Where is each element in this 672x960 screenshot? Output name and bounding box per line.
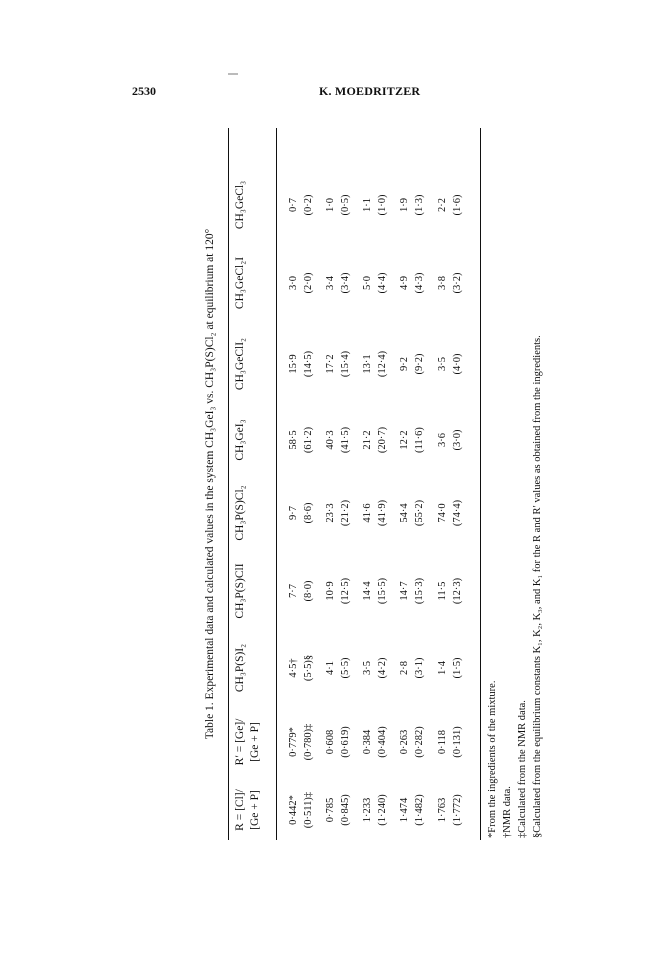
experimental-value: 2·8 — [399, 661, 410, 675]
calculated-value: (55·2) — [414, 499, 425, 527]
table-cell — [360, 770, 390, 850]
experimental-value: 4·5† — [288, 658, 299, 678]
experimental-value: 12·2 — [399, 430, 410, 450]
column-header — [233, 623, 248, 713]
calculated-value: (41·9) — [377, 499, 388, 527]
table-cell — [323, 473, 353, 553]
calculated-value: (41·5) — [340, 426, 351, 454]
experimental-value: 3·8 — [437, 276, 448, 290]
calculated-value: (2·0) — [303, 272, 314, 294]
table-cell — [360, 628, 390, 708]
table-cell — [286, 551, 316, 631]
calculated-value: (4·4) — [377, 272, 388, 294]
footnote: *From the ingredients of the mixture. — [487, 680, 498, 838]
calculated-value: (0·845) — [340, 794, 351, 826]
calculated-value: (0·131) — [452, 726, 463, 758]
calculated-value: (12·3) — [452, 577, 463, 605]
table-cell — [435, 400, 465, 480]
column-header-line: CH₃P(S)Cl₂ — [234, 485, 246, 541]
table-cell — [286, 165, 316, 245]
table-footnotes — [485, 138, 545, 838]
experimental-value: 9·2 — [399, 357, 410, 371]
table-cell — [397, 770, 427, 850]
table-cell — [360, 324, 390, 404]
experimental-value: 0·384 — [362, 729, 373, 755]
table-cell — [323, 243, 353, 323]
calculated-value: (0·282) — [414, 726, 425, 758]
table-cell — [360, 165, 390, 245]
table-cell — [323, 400, 353, 480]
table-cell — [397, 551, 427, 631]
table-top-rule — [228, 128, 229, 840]
experimental-value: 1·474 — [399, 797, 410, 823]
column-header-line: CH₃GeCl₃ — [234, 180, 246, 230]
running-head — [0, 84, 672, 104]
column-header-line: CH₃P(S)ClI — [234, 563, 246, 619]
table-cell — [286, 243, 316, 323]
table-header-rule — [276, 128, 277, 840]
experimental-value: 1·763 — [437, 797, 448, 823]
experimental-value: 1·1 — [362, 198, 373, 212]
experimental-value: 0·442* — [288, 795, 299, 825]
column-header-line: R = [Cl]/ — [234, 789, 246, 831]
experimental-value: 0·7 — [288, 198, 299, 212]
experimental-value: 4·1 — [325, 661, 336, 675]
table-cell — [323, 702, 353, 782]
column-header-line: CH₃GeI₃ — [234, 419, 246, 461]
experimental-value: 17·2 — [325, 354, 336, 374]
experimental-value: 54·4 — [399, 503, 410, 523]
calculated-value: (15·4) — [340, 350, 351, 378]
experimental-value: 2·2 — [437, 198, 448, 212]
column-header-line: CH₃GeClI₂ — [234, 337, 246, 391]
table-cell — [397, 628, 427, 708]
table-cell — [323, 551, 353, 631]
table-cell — [286, 473, 316, 553]
experimental-value: 3·6 — [437, 433, 448, 447]
table-cell — [360, 551, 390, 631]
column-header — [233, 319, 248, 409]
table-cell — [286, 324, 316, 404]
calculated-value: (3·2) — [452, 272, 463, 294]
calculated-value: (1·5) — [452, 657, 463, 679]
experimental-value: 0·779* — [288, 727, 299, 757]
calculated-value: (12·4) — [377, 350, 388, 378]
calculated-value: (0·511)‡ — [303, 791, 314, 829]
calculated-value: (4·3) — [414, 272, 425, 294]
experimental-value: 0·118 — [437, 729, 448, 755]
table-cell — [323, 770, 353, 850]
experimental-value: 14·4 — [362, 581, 373, 601]
column-header — [233, 546, 248, 636]
experimental-value: 14·7 — [399, 581, 410, 601]
experimental-value: 40·3 — [325, 430, 336, 450]
calculated-value: (4·2) — [377, 657, 388, 679]
table-cell — [435, 628, 465, 708]
table-bottom-rule — [480, 128, 481, 840]
experimental-value: 3·5 — [362, 661, 373, 675]
table-cell — [323, 324, 353, 404]
calculated-value: (3·4) — [340, 272, 351, 294]
table-cell — [360, 400, 390, 480]
calculated-value: (4·0) — [452, 353, 463, 375]
experimental-value: 9·7 — [288, 506, 299, 520]
experimental-value: 1·0 — [325, 198, 336, 212]
experimental-value: 74·0 — [437, 503, 448, 523]
calculated-value: (21·2) — [340, 499, 351, 527]
table-cell — [397, 400, 427, 480]
table-cell — [397, 243, 427, 323]
table-cell — [286, 702, 316, 782]
table-cell — [286, 628, 316, 708]
calculated-value: (0·404) — [377, 726, 388, 758]
experimental-value: 4·9 — [399, 276, 410, 290]
table-cell — [397, 702, 427, 782]
table-cell — [397, 324, 427, 404]
experimental-value: 1·233 — [362, 797, 373, 823]
experimental-value: 10·9 — [325, 581, 336, 601]
calculated-value: (0·2) — [303, 194, 314, 216]
table-cell — [360, 702, 390, 782]
column-header-line: [Ge + P] — [249, 722, 261, 762]
experimental-value: 1·9 — [399, 198, 410, 212]
table-caption: Table 1. Experimental data and calculated values in the system CH₃GeI₃ vs. CH₃P(S)Cl₂ at equilibrium at 120° — [204, 228, 216, 740]
experimental-value: 3·4 — [325, 276, 336, 290]
rotated-table-block — [202, 128, 547, 840]
column-header-line: CH₃GeCl₂I — [234, 256, 246, 310]
column-header — [233, 160, 248, 250]
experimental-value: 11·5 — [437, 581, 448, 601]
experimental-value: 0·608 — [325, 729, 336, 755]
calculated-value: (14·5) — [303, 350, 314, 378]
experimental-value: 23·3 — [325, 503, 336, 523]
experimental-value: 5·0 — [362, 276, 373, 290]
table-cell — [435, 243, 465, 323]
table-cell — [397, 165, 427, 245]
calculated-value: (3·0) — [452, 429, 463, 451]
table-cell — [397, 473, 427, 553]
column-header-line: CH₃P(S)I₂ — [234, 643, 246, 693]
table-cell — [360, 473, 390, 553]
calculated-value: (74·4) — [452, 499, 463, 527]
calculated-value: (8·0) — [303, 580, 314, 602]
table-cell — [286, 400, 316, 480]
table-cell — [435, 473, 465, 553]
experimental-value: 1·4 — [437, 661, 448, 675]
column-header-line: R′ = [Ge]/ — [234, 718, 246, 766]
table-cell — [435, 324, 465, 404]
experimental-value: 3·5 — [437, 357, 448, 371]
calculated-value: (5·5)§ — [303, 654, 314, 682]
calculated-value: (1·6) — [452, 194, 463, 216]
experimental-value: 58·5 — [288, 430, 299, 450]
column-header-line: [Ge + P] — [249, 790, 261, 830]
calculated-value: (1·240) — [377, 794, 388, 826]
calculated-value: (1·482) — [414, 794, 425, 826]
table-cell — [435, 165, 465, 245]
calculated-value: (1·3) — [414, 194, 425, 216]
experimental-value: 0·785 — [325, 797, 336, 823]
calculated-value: (3·1) — [414, 657, 425, 679]
experimental-value: 7·7 — [288, 584, 299, 598]
calculated-value: (0·619) — [340, 726, 351, 758]
calculated-value: (0·5) — [340, 194, 351, 216]
experimental-value: 21·2 — [362, 430, 373, 450]
experimental-value: 13·1 — [362, 354, 373, 374]
table-cell — [323, 628, 353, 708]
footnote: ‡Calculated from the NMR data. — [517, 700, 528, 838]
experimental-value: 0·263 — [399, 729, 410, 755]
footnote: †NMR data. — [502, 786, 513, 838]
calculated-value: (8·6) — [303, 502, 314, 524]
calculated-value: (20·7) — [377, 426, 388, 454]
table-cell — [435, 551, 465, 631]
experimental-value: 15·9 — [288, 354, 299, 374]
experimental-value: 3·0 — [288, 276, 299, 290]
calculated-value: (1·772) — [452, 794, 463, 826]
scan-mark — [228, 73, 238, 75]
page-number: 2530 — [132, 84, 156, 98]
calculated-value: (61·2) — [303, 426, 314, 454]
footnote: §Calculated from the equilibrium constants K₁, K₂, K₃, and K₁ for the R and R′ values as obtained from the ingredients. — [532, 335, 543, 838]
calculated-value: (12·5) — [340, 577, 351, 605]
column-header — [233, 238, 248, 328]
running-head-author: K. MOEDRITZER — [319, 84, 421, 98]
experimental-value: 41·6 — [362, 503, 373, 523]
calculated-value: (11·6) — [414, 427, 425, 453]
table-cell — [435, 702, 465, 782]
calculated-value: (5·5) — [340, 657, 351, 679]
table-cell — [360, 243, 390, 323]
calculated-value: (0·780)‡ — [303, 723, 314, 761]
calculated-value: (15·5) — [377, 577, 388, 605]
table-cell — [286, 770, 316, 850]
calculated-value: (1·0) — [377, 194, 388, 216]
calculated-value: (15·3) — [414, 577, 425, 605]
table-cell — [435, 770, 465, 850]
table-cell — [323, 165, 353, 245]
calculated-value: (9·2) — [414, 353, 425, 375]
